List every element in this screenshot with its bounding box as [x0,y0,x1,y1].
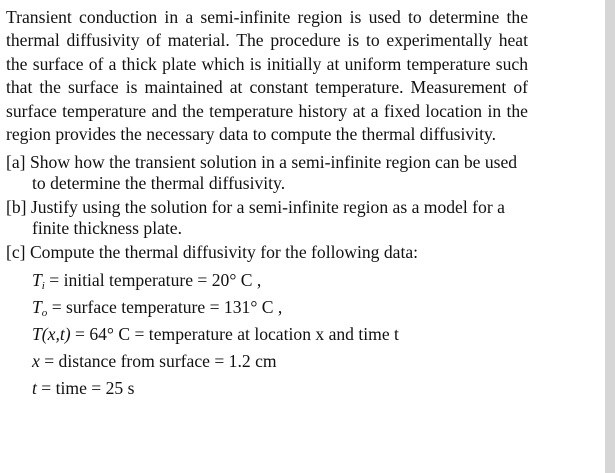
part-b-text: Justify using the solution for a semi-infinite region as a model for a finite thickness plate. [30,197,505,238]
part-a [6,152,528,193]
part-b-label: [b] [6,197,27,218]
data-symbol: T [32,269,42,290]
data-subscript: i [41,279,45,292]
data-item-initial-temp [32,267,528,294]
data-text: = time = 25 s [36,377,135,398]
data-item-location-temp [32,321,528,348]
data-item-distance [32,348,528,375]
part-c-label: [c] [6,242,26,263]
part-b [6,197,528,238]
data-text: = initial temperature = 20° C , [44,269,262,290]
part-c-text: Compute the thermal diffusivity for the following data: [29,242,419,263]
scrollbar-track[interactable] [605,0,615,473]
data-item-surface-temp [32,294,528,321]
data-list [32,267,528,402]
data-symbol: t [32,377,37,398]
data-subscript: o [41,306,48,319]
data-symbol: x [32,350,40,371]
data-text: = surface temperature = 131° C , [47,296,283,317]
part-a-text: Show how the transient solution in a semi-infinite region can be used to determine the thermal diffusivity. [29,152,518,193]
data-symbol: T(x,t) [32,323,71,344]
data-item-time [32,375,528,402]
intro-paragraph: Transient conduction in a semi-infinite region is used to determine the thermal diffusivity of material. The procedure is to experimentally heat the surface of a thick plate which is initially at uniform temperature such that the surface is maintained at constant temperature. Measurement of surface temperature and the temperature history at a fixed location in the region provides the necessary data to compute the thermal diffusivity. [6,7,528,145]
part-c [6,242,528,263]
part-a-label: [a] [6,152,26,173]
data-text: = 64° C = temperature at location x and time t [70,323,399,344]
data-text: = distance from surface = 1.2 cm [39,350,277,371]
data-symbol: T [32,296,42,317]
problem-statement [6,6,528,402]
